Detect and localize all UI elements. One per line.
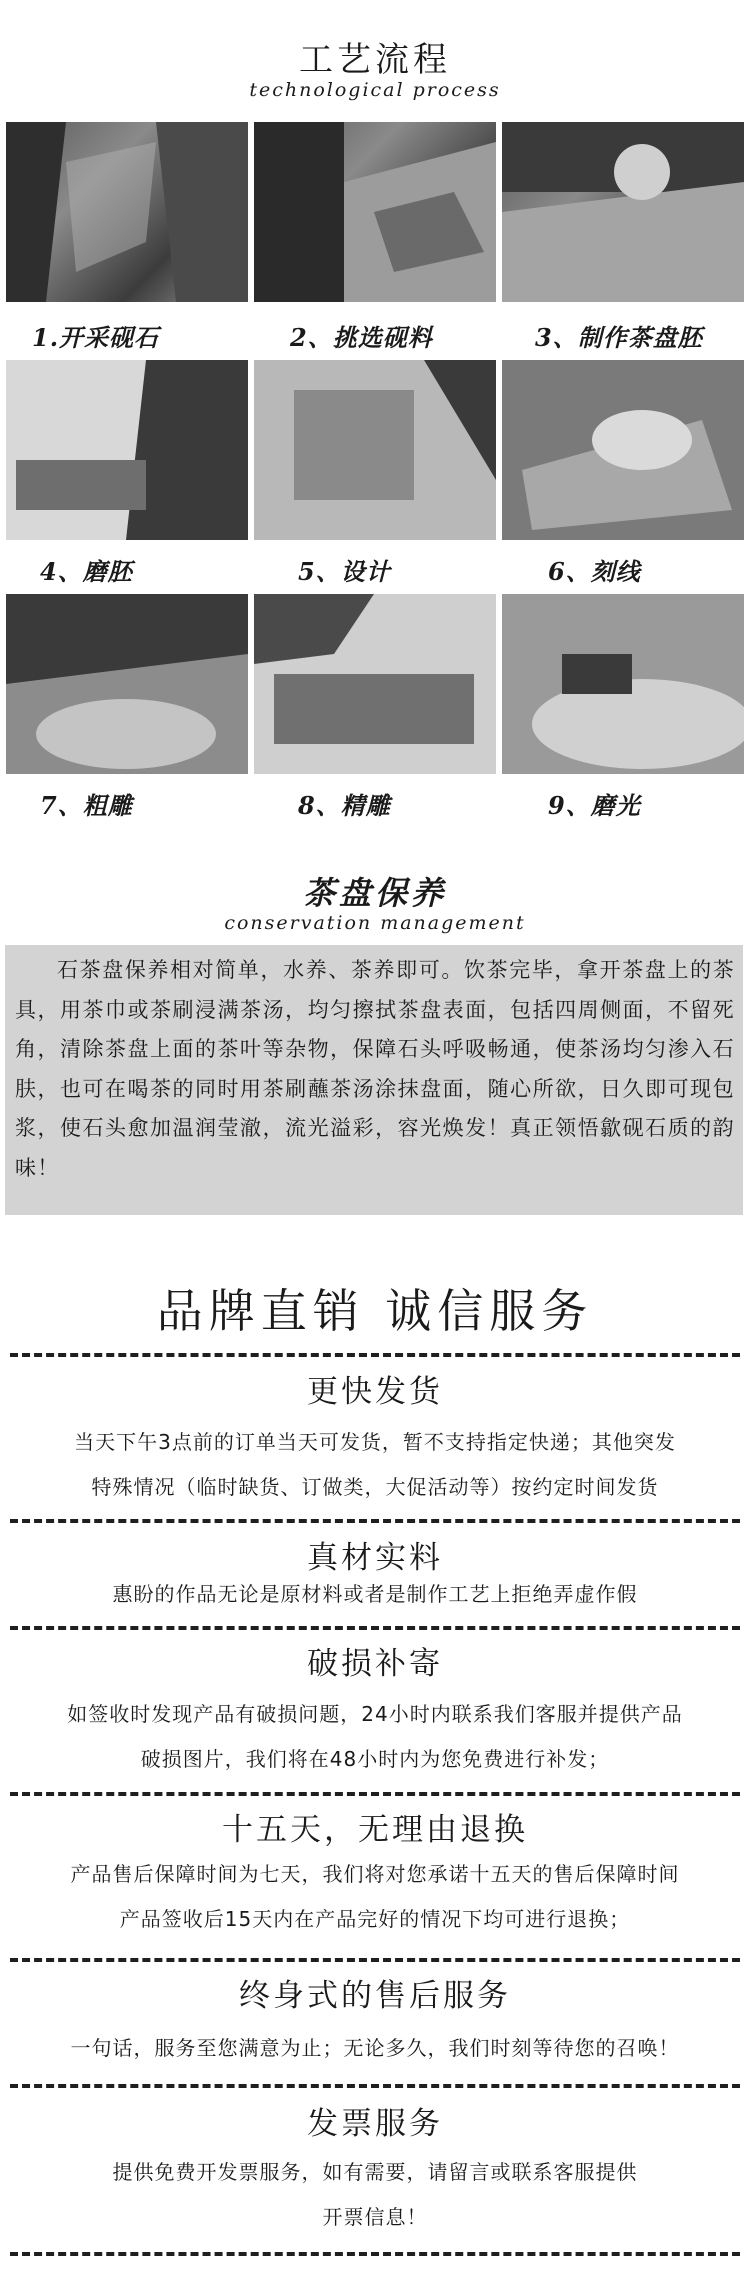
step-label-4: 4、磨胚: [40, 557, 133, 586]
text-line: 当天下午3点前的订单当天可发货，暂不支持指定快递；其他突发: [74, 1430, 676, 1454]
text-line: 开票信息！: [322, 2205, 428, 2229]
step-label-6: 6、刻线: [548, 557, 641, 586]
photo-design: [254, 360, 496, 540]
text-line: 如签收时发现产品有破损问题，24小时内联系我们客服并提供产品: [67, 1702, 683, 1726]
photo-polishing: [502, 594, 744, 774]
divider: [10, 1353, 740, 1357]
step-label-1: 1.开采砚石: [32, 323, 160, 352]
service-heading-fast-shipping: 更快发货: [307, 1374, 443, 1410]
service-text-returns: [10, 1852, 740, 1942]
process-title: 工艺流程: [299, 40, 451, 80]
service-heading-lifetime: 终身式的售后服务: [239, 1978, 511, 2014]
text-line: 提供免费开发票服务，如有需要，请留言或联系客服提供: [112, 2160, 638, 2184]
service-heading-invoice: 发票服务: [307, 2106, 443, 2142]
divider: [10, 1958, 740, 1962]
divider: [10, 2084, 740, 2088]
service-heading-damage-resend: 破损补寄: [307, 1646, 443, 1682]
photo-rough-carving: [6, 594, 248, 774]
service-text-invoice: [10, 2150, 740, 2240]
step-label-9: 9、磨光: [548, 791, 641, 820]
service-text-damage-resend: [10, 1692, 740, 1782]
photo-grinding: [6, 360, 248, 540]
photo-tray-blank: [502, 122, 744, 302]
photo-line-carving: [502, 360, 744, 540]
conservation-box: [5, 945, 743, 1215]
text-line: 惠盼的作品无论是原材料或者是制作工艺上拒绝弄虚作假: [112, 1582, 638, 1606]
text-line: 产品售后保障时间为七天，我们将对您承诺十五天的售后保障时间: [70, 1862, 680, 1886]
service-title: 品牌直销 诚信服务: [156, 1284, 594, 1338]
photo-fine-carving: [254, 594, 496, 774]
process-header: [0, 32, 750, 101]
step-label-3: 3、制作茶盘胚: [535, 323, 703, 352]
service-text-fast-shipping: [10, 1420, 740, 1510]
conservation-title: 茶盘保养: [302, 874, 447, 912]
step-label-8: 8、精雕: [298, 791, 391, 820]
photo-selecting: [254, 122, 496, 302]
step-label-7: 7、粗雕: [40, 791, 133, 820]
text-line: 产品签收后15天内在产品完好的情况下均可进行退换；: [119, 1907, 631, 1931]
photo-quarrying: [6, 122, 248, 302]
service-text-genuine-materials: [10, 1572, 740, 1617]
text-line: 破损图片，我们将在48小时内为您免费进行补发；: [140, 1747, 610, 1771]
conservation-subtitle: conservation management: [224, 912, 526, 934]
service-heading-returns: 十五天，无理由退换: [222, 1812, 528, 1848]
text-line: 一句话，服务至您满意为止；无论多久，我们时刻等待您的召唤！: [70, 2036, 680, 2060]
service-heading-genuine-materials: 真材实料: [307, 1540, 443, 1576]
process-subtitle: technological process: [249, 79, 501, 101]
divider: [10, 2252, 740, 2256]
service-text-lifetime: [10, 2026, 740, 2071]
divider: [10, 1792, 740, 1796]
step-label-5: 5、设计: [298, 557, 391, 586]
step-label-2: 2、挑选砚料: [290, 323, 433, 352]
text-line: 特殊情况（临时缺货、订做类，大促活动等）按约定时间发货: [91, 1475, 659, 1499]
conservation-body: 石茶盘保养相对简单，水养、茶养即可。饮茶完毕，拿开茶盘上的茶具，用茶巾或茶刷浸满茶汤，均匀擦拭茶盘表面，包括四周侧面，不留死角，清除茶盘上面的茶叶等杂物，保障石头呼吸畅通，使茶汤均匀渗入石肤，也可在喝茶的同时用茶刷蘸茶汤涂抹盘面，随心所欲，日久即可现包浆，使石头愈加温润莹澈，流光溢彩，容光焕发！真正领悟歙砚石质的韵味！: [15, 958, 735, 1180]
divider: [10, 1519, 740, 1523]
divider: [10, 1626, 740, 1630]
conservation-header: [0, 868, 750, 934]
